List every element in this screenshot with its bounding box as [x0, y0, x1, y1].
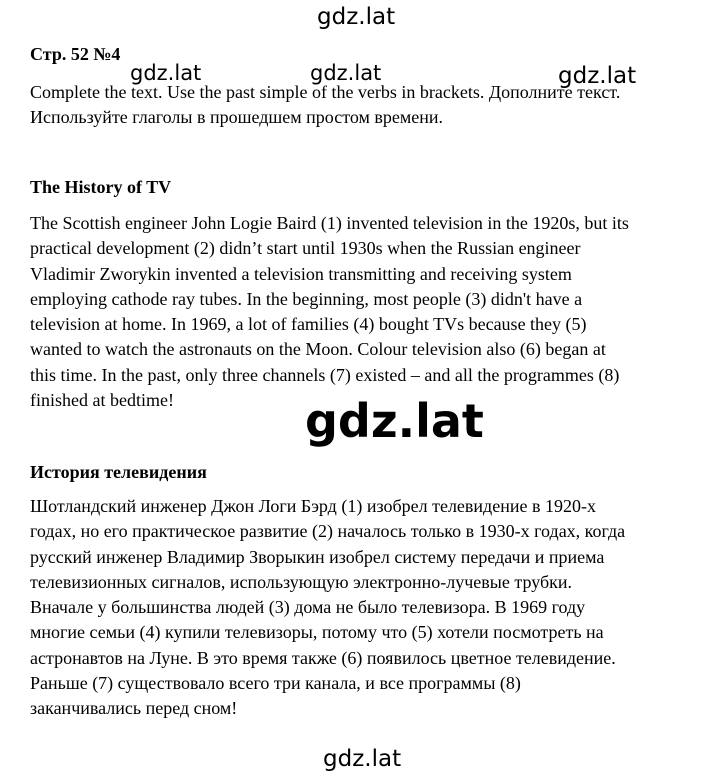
- watermark-large: gdz.lat: [305, 394, 484, 448]
- instructions-text: [30, 80, 710, 130]
- english-line: The Scottish engineer John Logie Baird (1) invented television in the 1920s, but its: [30, 213, 629, 233]
- watermark-left: gdz.lat: [130, 61, 202, 85]
- russian-line: телевизионных сигналов, использующую электронно-лучевые трубки.: [30, 571, 573, 592]
- english-line: this time. In the past, only three channels (7) existed – and all the programmes (8): [30, 364, 620, 385]
- instructions-line: Используйте глаголы в прошедшем простом времени.: [30, 107, 444, 127]
- russian-line: годах, но его практическое развитие (2) началось только в 1930-х годах, когда: [30, 521, 626, 542]
- english-text-body: [30, 211, 710, 413]
- russian-line: Раньше (7) существовало всего три канала, и все программы (8): [30, 673, 521, 694]
- page-reference-heading: Стр. 52 №4: [30, 44, 121, 64]
- english-line: television at home. In 1969, a lot of families (4) bought TVs because they (5): [30, 314, 587, 335]
- russian-text-title: История телевидения: [30, 462, 207, 482]
- english-line: wanted to watch the astronauts on the Moon. Colour television also (6) began at: [30, 339, 606, 360]
- watermark-center: gdz.lat: [310, 61, 382, 85]
- watermark-bottom: gdz.lat: [323, 746, 402, 772]
- watermark-right: gdz.lat: [558, 63, 637, 89]
- english-line: finished at bedtime!: [30, 390, 174, 411]
- russian-line: Вначале у большинства людей (3) дома не было телевизора. В 1969 году: [30, 597, 586, 618]
- russian-line: русский инженер Владимир Зворыкин изобрел систему передачи и приема: [30, 546, 605, 567]
- english-text-title: The History of TV: [30, 177, 172, 197]
- russian-text-body: [30, 494, 710, 722]
- english-line: practical development (2) didn’t start until 1930s when the Russian engineer: [30, 238, 581, 259]
- english-line: employing cathode ray tubes. In the beginning, most people (3) didn't have a: [30, 288, 583, 309]
- russian-line: Шотландский инженер Джон Логи Бэрд (1) изобрел телевидение в 1920-х: [30, 496, 596, 516]
- instructions-line: Complete the text. Use the past simple of the verbs in brackets. Дополните текст.: [30, 82, 621, 102]
- russian-line: заканчивались перед сном!: [30, 698, 238, 719]
- watermark-top: gdz.lat: [317, 4, 396, 30]
- russian-line: многие семьи (4) купили телевизоры, потому что (5) хотели посмотреть на: [30, 622, 604, 643]
- english-line: Vladimir Zworykin invented a television transmitting and receiving system: [30, 263, 572, 284]
- russian-line: астронавтов на Луне. В это время также (6) появилось цветное телевидение.: [30, 647, 616, 668]
